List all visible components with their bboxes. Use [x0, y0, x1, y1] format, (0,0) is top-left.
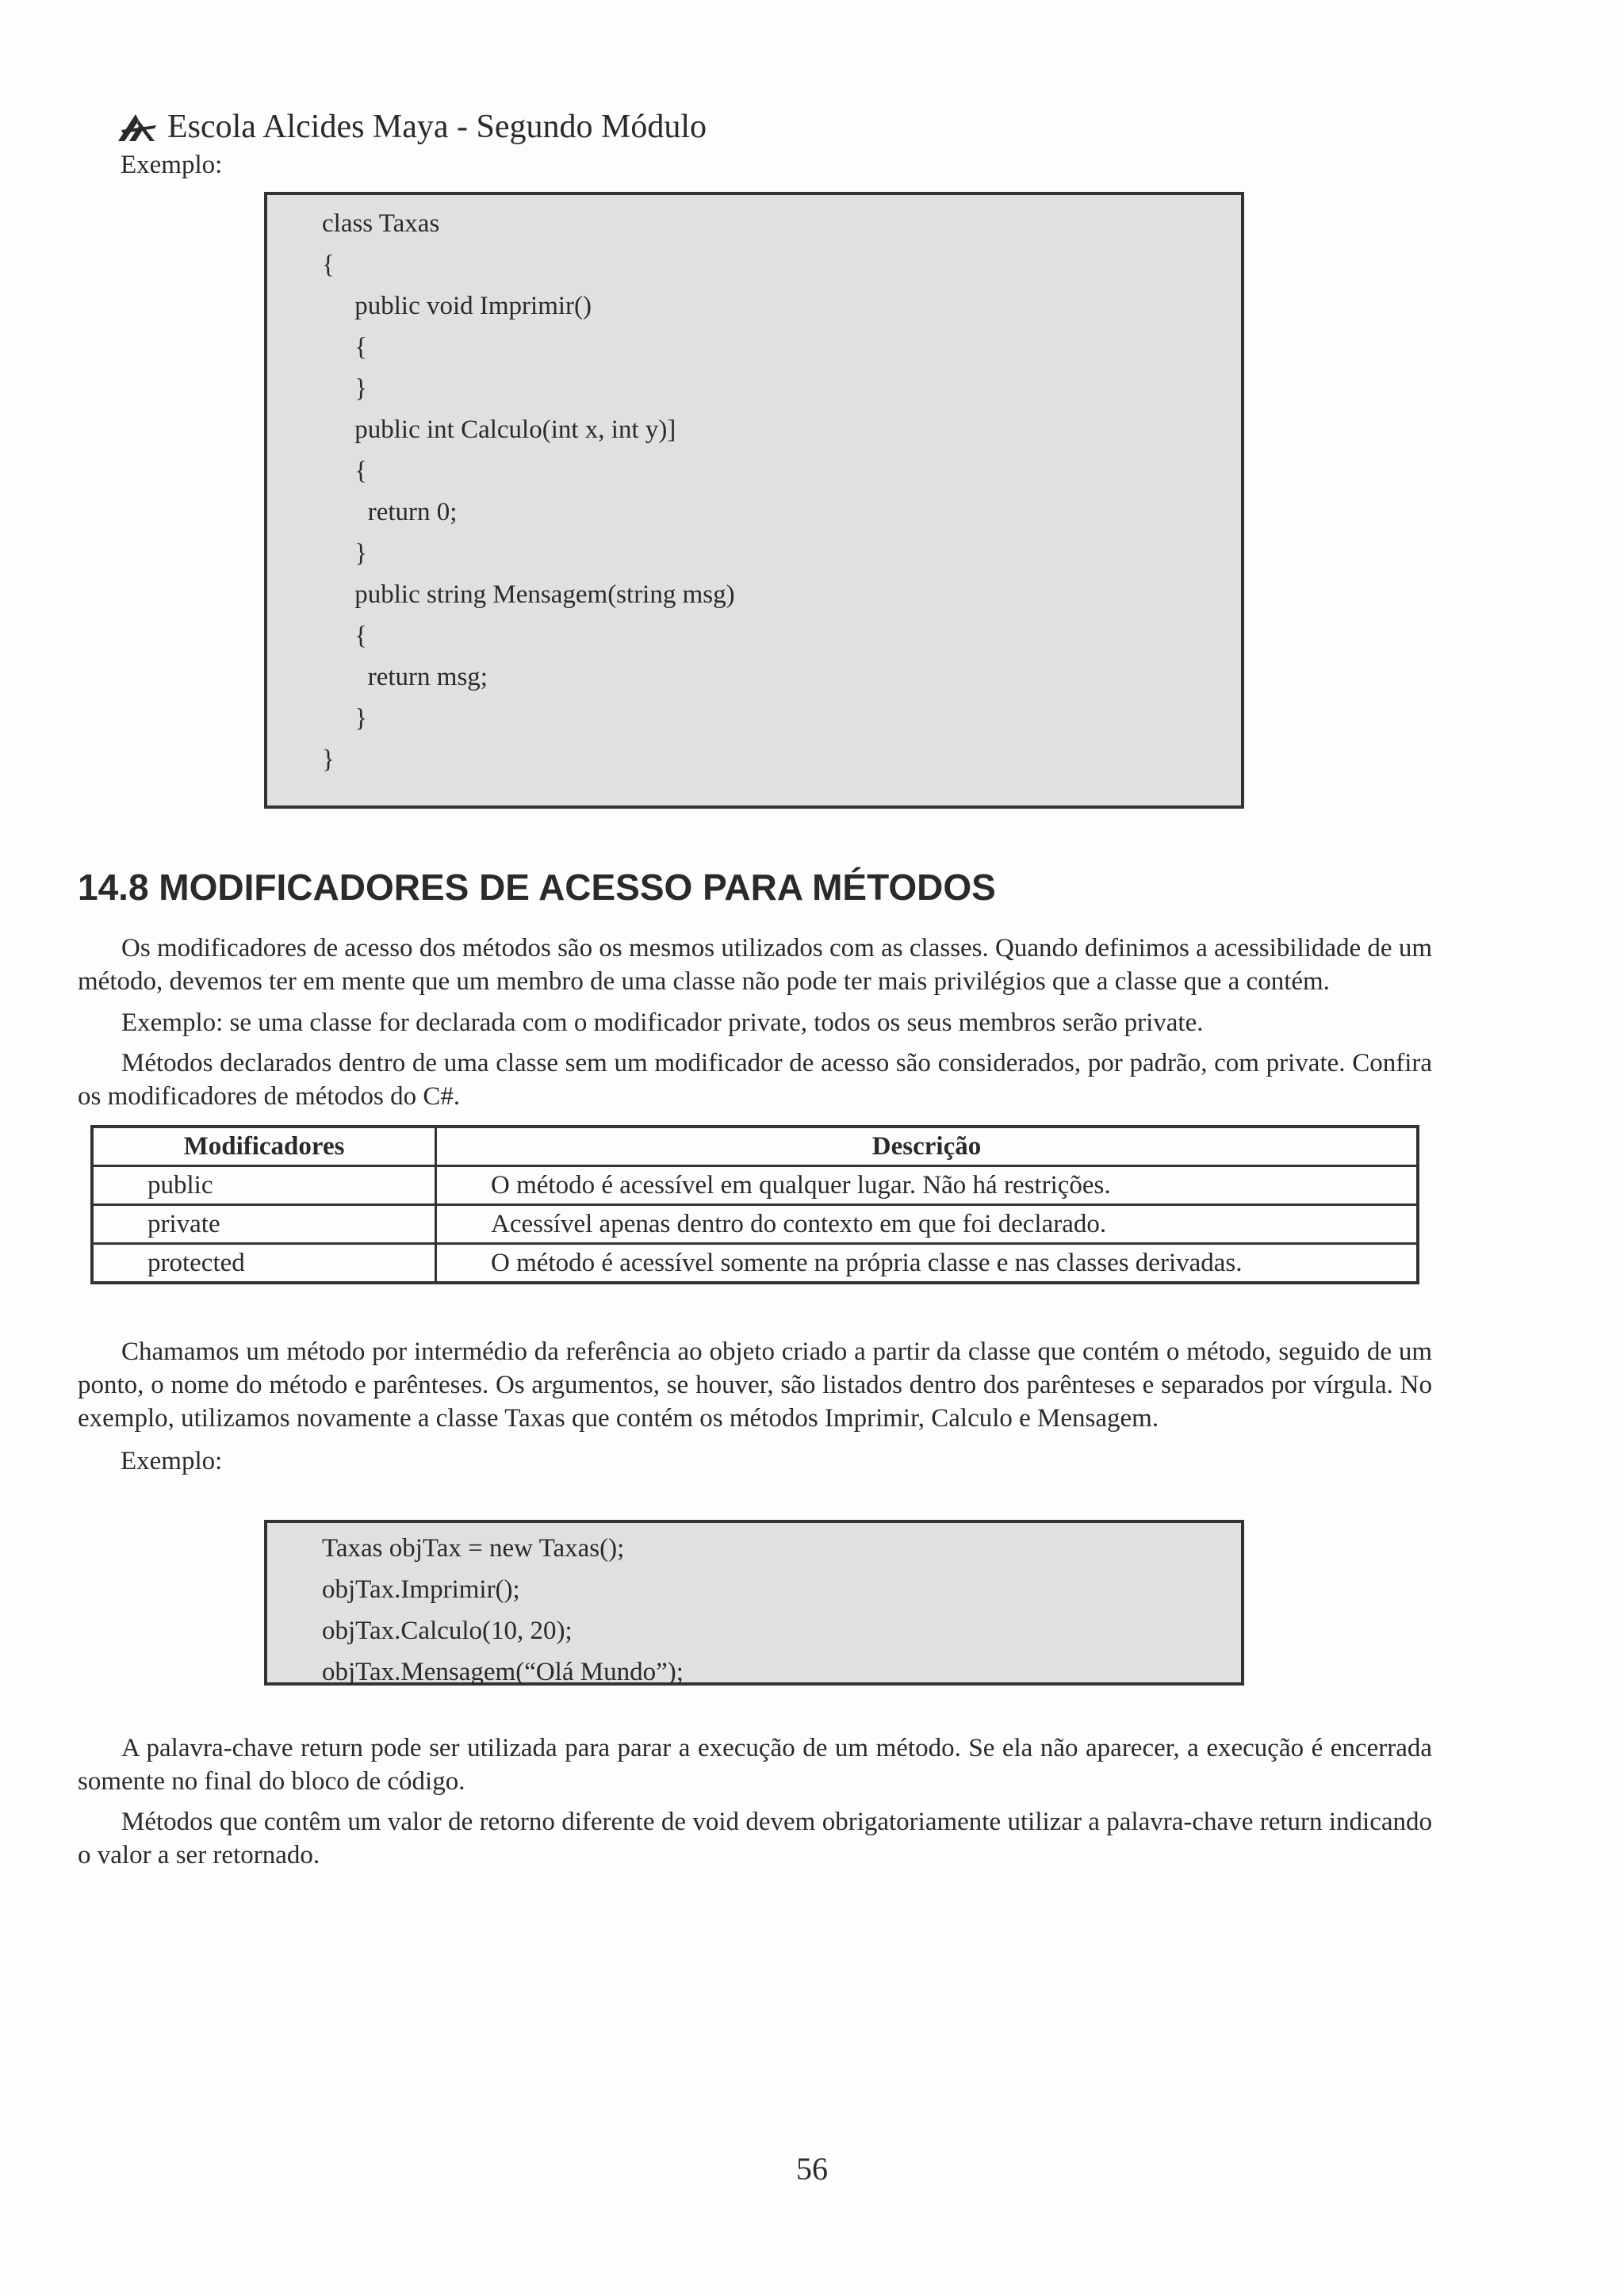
modifiers-table — [90, 1125, 1419, 1284]
code-line: return msg; — [322, 663, 488, 691]
code-line: Taxas objTax = new Taxas(); — [322, 1534, 625, 1563]
header-title: Escola Alcides Maya - Segundo Módulo — [167, 109, 707, 145]
code-line: { — [322, 333, 368, 362]
code-block-class-taxas — [264, 192, 1244, 809]
code-line: } — [322, 704, 368, 733]
code-line: } — [322, 539, 368, 568]
table-cell-modifier: public — [92, 1166, 436, 1205]
table-row — [92, 1205, 1418, 1244]
column-header-modificadores: Modificadores — [92, 1127, 436, 1166]
code-line: public void Imprimir() — [322, 292, 592, 320]
code-block-method-calls — [264, 1520, 1244, 1686]
code-line: public string Mensagem(string msg) — [322, 580, 735, 609]
column-header-descricao: Descrição — [436, 1127, 1419, 1166]
table-row — [92, 1166, 1418, 1205]
paragraph-default-private: Métodos declarados dentro de uma classe sem um modificador de acesso são considerados, por padrão, com private. Confira os modificadores de métodos do C#. — [78, 1049, 1432, 1111]
school-logo-icon — [115, 109, 159, 144]
code-line: } — [322, 374, 368, 403]
code-line: { — [322, 457, 368, 485]
page-number: 56 — [796, 2151, 828, 2187]
paragraph-example: Exemplo: se uma classe for declarada com o modificador private, todos os seus membros serão private. — [121, 1008, 1204, 1037]
code-line: { — [322, 251, 335, 279]
code-line: } — [322, 745, 335, 774]
section-heading: 14.8 MODIFICADORES DE ACESSO PARA MÉTODOS — [78, 867, 996, 908]
code-line: public int Calculo(int x, int y)] — [322, 415, 676, 444]
paragraph-return-value: Métodos que contêm um valor de retorno diferente de void devem obrigatoriamente utilizar a palavra-chave return indicando o valor a ser retornado. — [78, 1808, 1432, 1869]
code-line: objTax.Imprimir(); — [322, 1575, 520, 1604]
code-line: class Taxas — [322, 209, 440, 238]
code-line: objTax.Mensagem(“Olá Mundo”); — [322, 1658, 684, 1686]
paragraph-intro: Os modificadores de acesso dos métodos são os mesmos utilizados com as classes. Quando definimos a acessibilidade de um método, devemos ter em mente que um membro de uma classe não pode ter mais privilégios que a classe que a contém. — [78, 934, 1432, 996]
example-label: Exemplo: — [121, 151, 223, 179]
table-cell-description: O método é acessível somente na própria classe e nas classes derivadas. — [436, 1244, 1419, 1284]
code-line: { — [322, 622, 368, 650]
table-cell-description: Acessível apenas dentro do contexto em que foi declarado. — [436, 1205, 1419, 1244]
page-header — [115, 106, 707, 147]
code-line: objTax.Calculo(10, 20); — [322, 1617, 573, 1645]
paragraph-return-keyword: A palavra-chave return pode ser utilizada para parar a execução de um método. Se ela não aparecer, a execução é encerrada somente no final do bloco de código. — [78, 1734, 1432, 1796]
table-cell-modifier: private — [92, 1205, 436, 1244]
paragraph-method-call: Chamamos um método por intermédio da referência ao objeto criado a partir da classe que contém o método, seguido de um ponto, o nome do método e parênteses. Os argumentos, se houver, são listados dentro dos parênteses e separados por vírgula. No exemplo, utilizamos novamente a classe Taxas que contém os métodos Imprimir, Calculo e Mensagem. — [78, 1337, 1432, 1433]
table-header-row — [92, 1127, 1418, 1166]
table-cell-description: O método é acessível em qualquer lugar. Não há restrições. — [436, 1166, 1419, 1205]
example-label: Exemplo: — [121, 1447, 223, 1475]
table-row — [92, 1244, 1418, 1284]
table-cell-modifier: protected — [92, 1244, 436, 1284]
code-line: return 0; — [322, 498, 458, 526]
